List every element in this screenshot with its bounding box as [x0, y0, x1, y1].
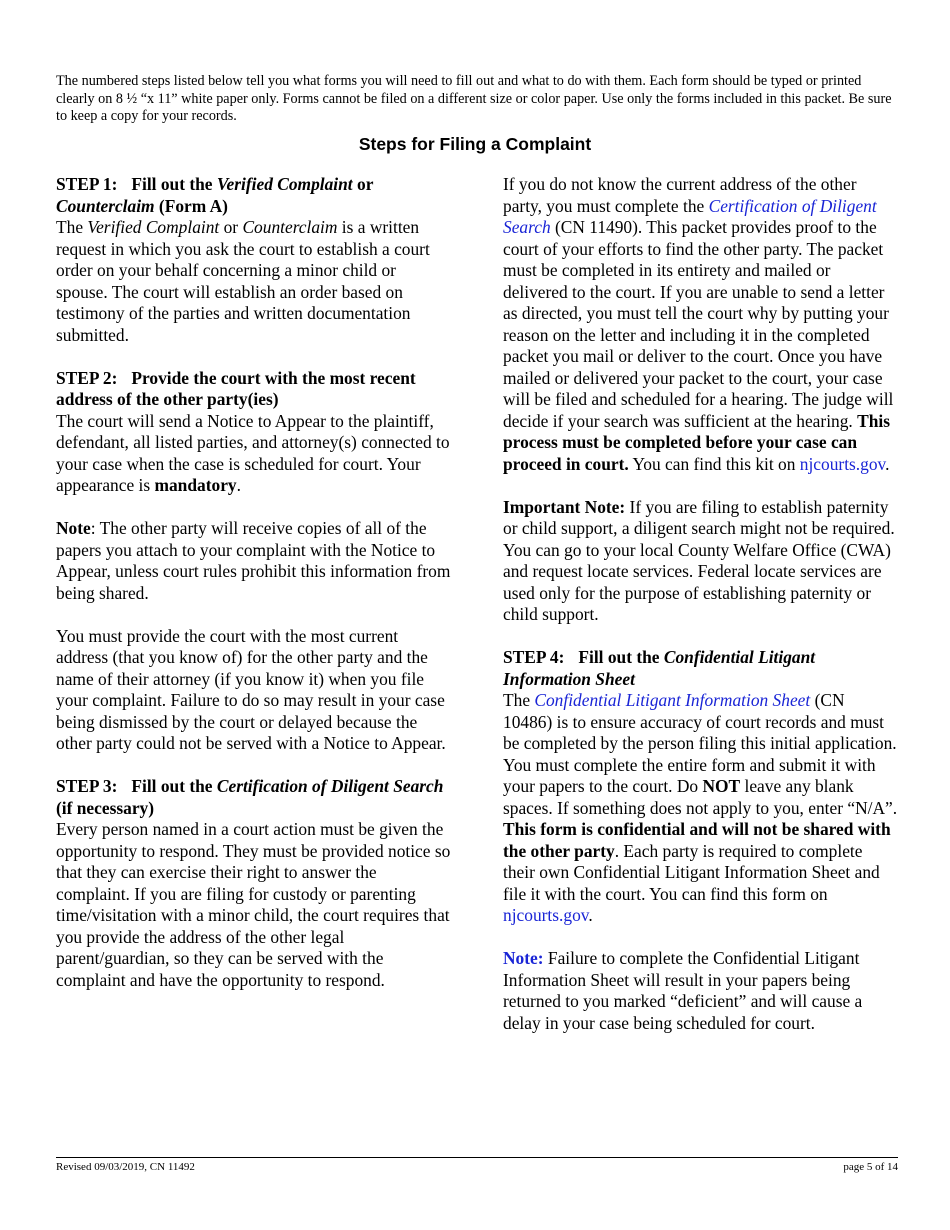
step-4-heading — [503, 647, 898, 690]
step-3-continued — [503, 174, 898, 475]
body-text: If you do not know the current address of the other party, you must complete the — [503, 174, 857, 216]
certification-of-diligent-search-link[interactable]: Certification of Diligent Search — [503, 195, 877, 237]
step-2-heading — [56, 368, 451, 411]
step-3 — [56, 776, 451, 991]
left-column — [56, 174, 451, 1013]
step-1-heading — [56, 174, 451, 217]
heading-text: Fill out the — [131, 174, 217, 194]
njcourts-link[interactable]: njcourts.gov — [799, 453, 886, 474]
emphasis-text: NOT — [702, 776, 741, 796]
heading-form-name: Verified Complaint — [216, 174, 353, 194]
heading-text: (Form A) — [154, 195, 228, 216]
step-number: STEP 3: — [56, 776, 118, 796]
body-text: You must provide the court with the most current address (that you know of) for the other party and the name of their attorney (if you know it) when you file your complaint. Failure to do so may result in your case being dismissed by the court or delayed because the other party could not be served with a Notice to Appear. — [56, 625, 446, 753]
heading-text: Fill out the — [578, 647, 664, 667]
step-1-body — [56, 217, 451, 346]
step-2-paragraph — [56, 626, 451, 755]
page-number: page 5 of 14 — [843, 1161, 898, 1173]
note-label: Note: — [503, 948, 544, 968]
body-text: (CN 11490). This packet provides proof to the court of your efforts to find the other party. The packet must be completed in its entirety and mailed or delivered to the court. If you are unable to send a letter as directed, you must tell the court why by putting your reason on the letter and including it in the completed packet you mail or deliver to the court. Once you have mailed or delivered your packet to the court, your case will be filed and scheduled for a hearing. The judge will decide if your search was sufficient at the hearing. — [503, 217, 894, 431]
body-text: . — [885, 453, 890, 474]
important-note-text: If you are filing to establish paternity or child support, a diligent search might not be required. You can go to your local County Welfare Office (CWA) and request locate services. Federal locate services are used only for the purpose of establishing paternity or child support. — [503, 496, 895, 624]
step-1 — [56, 174, 451, 346]
form-name: Counterclaim — [242, 217, 338, 237]
section-title: Steps for Filing a Complaint — [358, 134, 592, 154]
right-column — [503, 174, 898, 1056]
heading-form-name: Counterclaim — [56, 195, 155, 216]
revision-label: Revised 09/03/2019, CN 11492 — [56, 1161, 195, 1173]
body-text: . — [236, 475, 241, 495]
body-text: is a written request in which you ask the court to establish a court order on your behalf concerning a minor child or spouse. The court will establish an order based on testimony of the parties and written documentation submitted. — [56, 217, 430, 345]
form-name: Verified Complaint — [87, 217, 220, 237]
body-text: The — [503, 690, 535, 710]
step-number: STEP 2: — [56, 367, 118, 388]
emphasis-text: mandatory — [154, 475, 237, 495]
heading-form-name: Certification of Diligent Search — [216, 776, 444, 796]
heading-text: Provide the court with the most recent address of the other party(ies) — [56, 367, 416, 409]
body-text: (CN 10486) is to ensure accuracy of court records and must be completed by the person filing this initial application. You must complete the entire form and submit it with your papers to the court. Do — [503, 690, 897, 796]
body-text: . — [588, 905, 593, 925]
confidential-litigant-information-sheet-link[interactable]: Confidential Litigant Information Sheet — [534, 690, 811, 710]
body-text: The — [56, 217, 88, 237]
important-note — [503, 497, 898, 626]
emphasis-text: This process must be completed before your case can proceed in court. — [503, 410, 890, 474]
step-2-note — [56, 518, 451, 604]
note-text: Failure to complete the Confidential Litigant Information Sheet will result in your papers being returned to you marked “deficient” and will cause a delay in your case being scheduled for court. — [503, 948, 863, 1033]
intro-paragraph: The numbered steps listed below tell you what forms you will need to fill out and what to do with them. Each form should be typed or printed clearly on 8 ½ “x 11” white paper only. Forms cannot be filed on a different size or color paper. Use only the forms included in this packet. Be sure to keep a copy for your records. — [56, 73, 892, 124]
heading-text: (if necessary) — [56, 797, 155, 818]
emphasis-text: This form is confidential and will not be shared with the other party — [503, 819, 891, 861]
njcourts-link[interactable]: njcourts.gov — [503, 905, 589, 925]
step-number: STEP 1: — [56, 174, 118, 194]
step-2-body — [56, 411, 451, 497]
step-4 — [503, 647, 898, 927]
step-3-heading — [56, 776, 451, 819]
page-footer — [56, 1157, 898, 1174]
step-4-body — [503, 690, 898, 927]
body-text: The court will send a Notice to Appear to the plaintiff, defendant, all listed parties, and attorney(s) connected to your case when the case is scheduled for court. Your appearance is — [56, 410, 450, 495]
body-text: You can find this kit on — [628, 453, 800, 474]
step-4-note — [503, 948, 898, 1034]
step-2 — [56, 368, 451, 497]
note-text: : The other party will receive copies of all of the papers you attach to your complaint with the Notice to Appear, unless court rules prohibit this information from being shared. — [56, 518, 451, 603]
step-3-body: Every person named in a court action must be given the opportunity to respond. They must be provided notice so that they can exercise their right to answer the complaint. If you are filing for custody or parenting time/visitation with a minor child, the court requires that you provide the address of the other legal parent/guardian, so they can be served with the complaint and have the opportunity to respond. — [56, 819, 451, 990]
step-number: STEP 4: — [503, 647, 565, 667]
important-note-label: Important Note: — [503, 496, 626, 517]
heading-text: Fill out the — [131, 776, 217, 796]
body-text: leave any blank spaces. If something does not apply to you, enter “N/A”. — [503, 776, 898, 818]
heading-text: or — [352, 174, 374, 194]
note-label: Note — [56, 518, 91, 538]
body-text: or — [219, 217, 243, 237]
heading-form-name: Confidential Litigant Information Sheet — [503, 647, 816, 689]
body-text: . Each party is required to complete their own Confidential Litigant Information Sheet and file it with the court. You can find this form on — [503, 840, 880, 904]
